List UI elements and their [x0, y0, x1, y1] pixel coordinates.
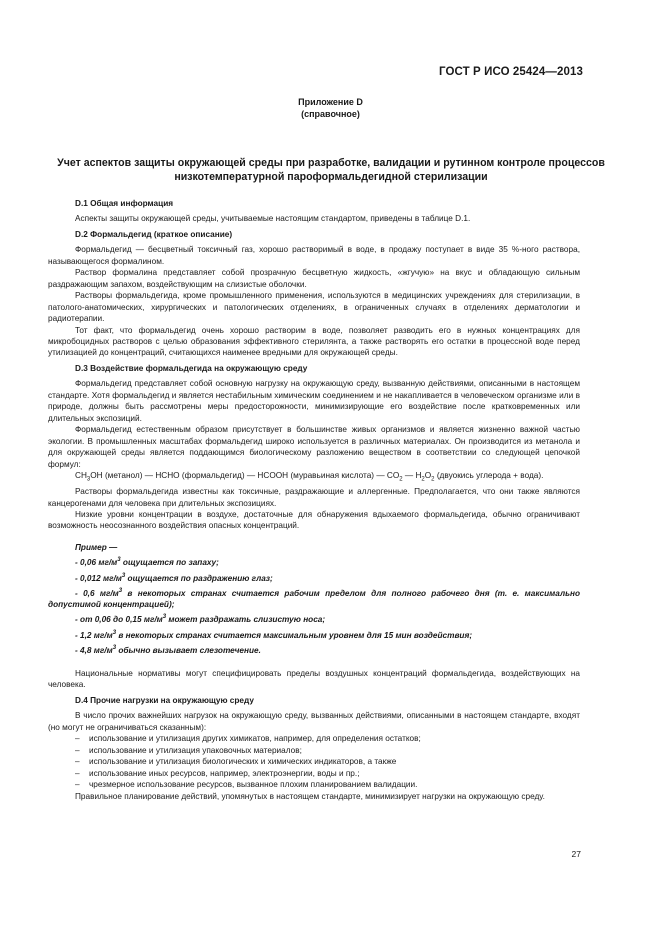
- example-item: - 0,06 $мг/м^3$ ощущается по запаху;: [75, 557, 219, 568]
- paragraph: Тот факт, что формальдегид очень хорошо растворим в воде, позволяет разводить его в нужных концентрациях для микробоцидных растворов с целью образования эффективного стерилянта, а также растворять его остатки в процессной воде перед утилизацией до концентраций, считающихся наименее вредными для окружающей среды.: [48, 325, 580, 358]
- paragraph: Раствор формалина представляет собой прозрачную бесцветную жидкость, «жгучую» на вкус и обладающую сильным раздражающим запахом, воздействующим на слизистые оболочки.: [48, 268, 580, 289]
- document-title: Учет аспектов защиты окружающей среды при разработке, валидации и рутинном контроле процессов низкотемпературной пароформальдегидной стерилизации: [57, 157, 605, 183]
- section-heading-d1: D.1 Общая информация: [75, 199, 174, 208]
- paragraph: В число прочих важнейших нагрузок на окружающую среду, вызванных действиями, описанными в настоящем стандарте, входят (но могут не ограничиваться сказанным):: [48, 711, 580, 732]
- paragraph: Растворы формальдегида, кроме промышленного применения, используются в медицинских учреждениях для стерилизации, в патолого-анатомических, хирургических и патологических отделениях, в ограниченных случаях в отделениях дерматологии и радиотерапии.: [48, 291, 580, 324]
- example-item: - 4,8 $мг/м^3$ обычно вызывает слезотечение.: [75, 644, 261, 655]
- paragraph: Национальные нормативы могут специфицировать пределы воздушных концентраций формальдегида, воздействующих на человека.: [48, 669, 580, 690]
- paragraph: Формальдегид естественным образом присутствует в большинстве живых организмов и является жизненно важной частью экологии. В промышленных масштабах формальдегид широко используется в различных материалах. Он производится из метанола и для окружающей среды является поддающимся биологическому разложению веществом в соответствии со следующей цепочкой формул:: [48, 425, 580, 469]
- list-item: – использование иных ресурсов, например, электроэнергии, воды и пр.;: [75, 768, 360, 778]
- appendix-subtitle: (справочное): [301, 109, 360, 119]
- paragraph: Правильное планирование действий, упомянутых в настоящем стандарте, минимизирует нагрузки на окружающую среду.: [75, 791, 545, 801]
- paragraph: Формальдегид представляет собой основную нагрузку на окружающую среду, вызванную действиями, описанными в настоящем стандарте. Хотя формальдегид и является нестабильным химическим соединением и не накапливается в человеческом организме или в природе, должны быть рассмотрены меры предосторожности, минимизирующие его воздействие после кратковременных или длительных экспозиций.: [48, 379, 580, 423]
- example-item: - 0,012 $мг/м^3$ ощущается по раздражению глаз;: [75, 572, 273, 583]
- example-item: - от 0,06 до 0,15 $мг/м^3$ может раздражать слизистую носа;: [75, 614, 326, 625]
- list-item: – использование и утилизация упаковочных материалов;: [75, 745, 302, 755]
- list-item: – использование и утилизация других химикатов, например, для определения остатков;: [75, 734, 421, 744]
- document-body: [48, 198, 580, 802]
- list-item: – использование и утилизация биологических и химических индикаторов, а также: [75, 757, 397, 767]
- example-item: - 1,2 $мг/м^3$ в некоторых странах считается максимальным уровнем для 15 мин воздействия;: [75, 629, 473, 640]
- example-item: - 0,6 $мг/м^3$ в некоторых странах считается рабочим пределом для полного рабочего дня (т. е. максимально допустимой концентрацией);: [48, 587, 580, 609]
- chemical-formula: $CH_3OH$ (метанол) — HCHO (формальдегид) — HCOOH (муравьиная кислота) — $CO_2$ — $H_2O_2$ (двуокись углерода + вода).: [75, 470, 544, 483]
- section-heading-d2: D.2 Формальдегид (краткое описание): [75, 229, 233, 239]
- example-title: Пример —: [75, 542, 118, 552]
- paragraph: Аспекты защиты окружающей среды, учитываемые настоящим стандартом, приведены в таблице D.1.: [75, 214, 471, 224]
- section-heading-d3: D.3 Воздействие формальдегида на окружающую среду: [75, 363, 308, 373]
- standard-number: ГОСТ Р ИСО 25424—2013: [438, 66, 583, 78]
- section-heading-d4: D.4 Прочие нагрузки на окружающую среду: [75, 695, 254, 705]
- paragraph: Низкие уровни концентрации в воздухе, достаточные для обнаружения вдыхаемого формальдегида, обычно ограничивают возможность неосознанного воздействия опасных концентраций.: [48, 509, 580, 531]
- paragraph: Растворы формальдегида известны как токсичные, раздражающие и аллергенные. Предполагается, что они также являются канцерогенами для человека при длительных экспозициях.: [48, 487, 580, 508]
- paragraph: Формальдегид — бесцветный токсичный газ, хорошо растворимый в воде, в продажу поступает в виде 35 %-ного раствора, называющегося формалином.: [48, 245, 580, 266]
- page-number: 27: [571, 849, 581, 859]
- list-item: – чрезмерное использование ресурсов, вызванное плохим планированием валидации.: [75, 780, 418, 790]
- appendix-title: Приложение D: [298, 97, 363, 107]
